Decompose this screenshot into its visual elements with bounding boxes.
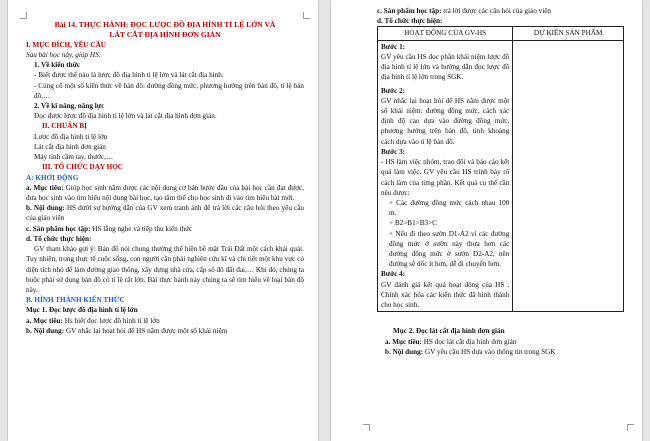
text: Giúp học sinh nắm được các nội dung cơ bản bước đầu của bài học cần đạt được, đưa học sinh vào tìm hiểu nội dung bài học, tạo tâm thế cho học sinh đi vào tìm hiểu bài mới. (26, 183, 304, 202)
section-heading: I. MỤC ĐÍCH, YÊU CẦU (26, 40, 106, 49)
lesson-title-line1: Bài 14. THỰC HÀNH: ĐỌC LƯỢC ĐỒ ĐỊA HÌNH TỈ LỆ LỚN VÀ (54, 20, 276, 29)
label: a. Mục tiêu: (385, 337, 422, 346)
activity-table (377, 26, 624, 312)
table-header-row (378, 27, 624, 40)
paragraph (26, 316, 304, 326)
margin-corner-mark (303, 12, 310, 19)
paragraph: - Củng cố một số kiến thức về bản đồ: đường đồng mức, phương hướng trên bản đồ, tỉ lệ bản đồ,… (34, 81, 304, 100)
text: Hs biết đọc lược đồ hình tỉ lệ lớn (62, 316, 160, 325)
step-heading: Bước 3: (381, 147, 406, 156)
paragraph (377, 337, 624, 347)
subheading: 1. Về kiến thức (34, 61, 81, 70)
step-text: GV nhắc lại hoạt hỏi để HS nắm được một số khái niệm: đường đồng mức, cách xác định độ cao dựa vào đường đồng mức, phương hướng trên bản đồ, tính khoảng cách dựa vào tỉ lệ bản đồ. (381, 96, 510, 146)
step-heading: Bước 4: (381, 270, 406, 279)
label: d. Tổ chức thực hiện: (377, 17, 443, 26)
subheading: Mục 1. Đọc lược đồ địa hình tỉ lệ lớn (26, 306, 138, 315)
step-heading: Bước 2: (381, 86, 406, 95)
page-left-content (26, 20, 304, 336)
table-cell-product (513, 40, 624, 312)
section-heading: II. CHUẨN BỊ (42, 122, 87, 131)
paragraph: GV tham khảo gợi ý: Bản đồ nói chung thường thể hiện bề mặt Trái Đất một cách khái quát. Tuy nhiên, trong thực tế cuộc sống, con người cần phải nghiên cứu kĩ và chi tiết một khu vực có diện tích nhỏ để làm đường giao thông, xây dựng nhà cửa, cấp số đô đất đai,… Khi đó, chúng ta buộc phải sử dụng bản đồ có tỉ lệ rất lớn. Bài thực hành này chúng ta sẽ tìm hiểu về loại bản đồ này. (26, 245, 304, 294)
text: HS đọc lát cắt địa hình đơn giản (421, 337, 517, 346)
label: b. Nội dung: (385, 347, 424, 356)
table-row (378, 40, 624, 312)
text: HS lắng nghe và tiếp thu kiến thức (90, 224, 193, 233)
margin-corner-mark (363, 424, 370, 431)
subheading: Mục 2. Đọc lát cắt địa hình đơn giản (393, 327, 505, 336)
section-heading: A: KHỞI ĐỘNG (26, 173, 79, 182)
table-header-cell: HOẠT ĐỘNG CỦA GV-HS (378, 27, 513, 40)
margin-corner-mark (20, 12, 27, 19)
paragraph (26, 203, 304, 223)
text: trả lời được các câu hỏi của giáo viên (441, 7, 551, 15)
paragraph (26, 224, 304, 234)
paragraph: - Biết được thế nào là lược đồ địa hình tỉ lệ lớn và lát cắt địa hình. (34, 71, 224, 80)
lesson-title-line2: LÁT CẮT ĐỊA HÌNH ĐƠN GIẢN (109, 29, 221, 39)
prep-item: Máy tính cầm tay, thước,… (34, 153, 114, 162)
step-text: + Các đường đồng mức cách nhau 100 m. (389, 198, 510, 218)
paragraph (377, 6, 624, 16)
text: GV nhắc lại hoạt hỏi để HS nắm được một số khái niệm (64, 326, 228, 335)
text: GV yêu cầu HS dựa vào thông tin trong SGK (423, 347, 556, 356)
table-header-cell: DỰ KIẾN SẢN PHẨM (513, 27, 624, 40)
step-text: GV yêu cầu HS đọc phần khái niệm lược đồ địa hình tỉ lệ lớn và hướng dẫn đọc lược đồ địa hình tỉ lệ lớn trong SGK. (381, 52, 510, 82)
page-right-content (377, 6, 624, 357)
label: c. Sản phẩm học tập: (377, 7, 442, 15)
paragraph (26, 183, 304, 203)
paragraph: Đọc được lược đồ địa hình tỉ lệ lớn và lát cắt địa hình đơn giản. (34, 112, 217, 121)
label: d. Tổ chức thực hiện: (26, 234, 92, 243)
label: b. Nội dung: (26, 204, 65, 213)
paragraph (377, 347, 624, 357)
document-page-right (331, 0, 642, 441)
prep-item: Lát cắt địa hình đơn giản (34, 142, 106, 151)
document-page-left (8, 0, 318, 441)
step-text: + B2>B1>B3>C (389, 219, 437, 228)
text: HS dưới sự hướng dẫn của GV xem tranh ảnh để trả lời các câu hỏi theo yêu cầu của giáo viên (26, 204, 304, 223)
section-intro: Sau bài học này, giúp HS: (26, 50, 102, 59)
section-heading: B. HÌNH THÀNH KIẾN THỨC (26, 296, 125, 305)
table-cell-activity (378, 40, 513, 312)
label: b. Nội dung: (26, 326, 65, 335)
subheading: 2. Về kĩ năng, năng lực (34, 102, 105, 111)
step-text: + Nếu đi theo sườn D1-A2 vì các đường đồng mức ở sườn này thưa hơn các đường đồng mức ở sườn D2-A2, nên đường sẽ dốc ít hơn, dễ đi chuyển hơn. (389, 229, 510, 269)
step-text: - HS làm việc nhóm, trao đổi và báo cáo kết quả làm việc. GV yêu cầu HS trình bày rõ cách làm của từng phần. Kết quả cụ thể cần nêu được: (381, 158, 510, 197)
label: a. Mục tiêu: (26, 183, 64, 192)
label: c. Sản phẩm học tập: (26, 224, 91, 233)
step-text: GV đánh giá kết quả hoạt động của HS . Chính xác hóa các kiến thức đã hình thành cho học sinh. (381, 280, 510, 310)
prep-item: Lược đồ địa hình tỉ lệ lớn (34, 132, 108, 141)
paragraph (26, 326, 304, 336)
label: a. Mục tiêu: (26, 316, 63, 325)
section-heading: III. TỔ CHỨC DẠY HỌC (42, 163, 123, 172)
margin-corner-mark (627, 424, 634, 431)
step-heading: Bước 1: (381, 42, 406, 51)
